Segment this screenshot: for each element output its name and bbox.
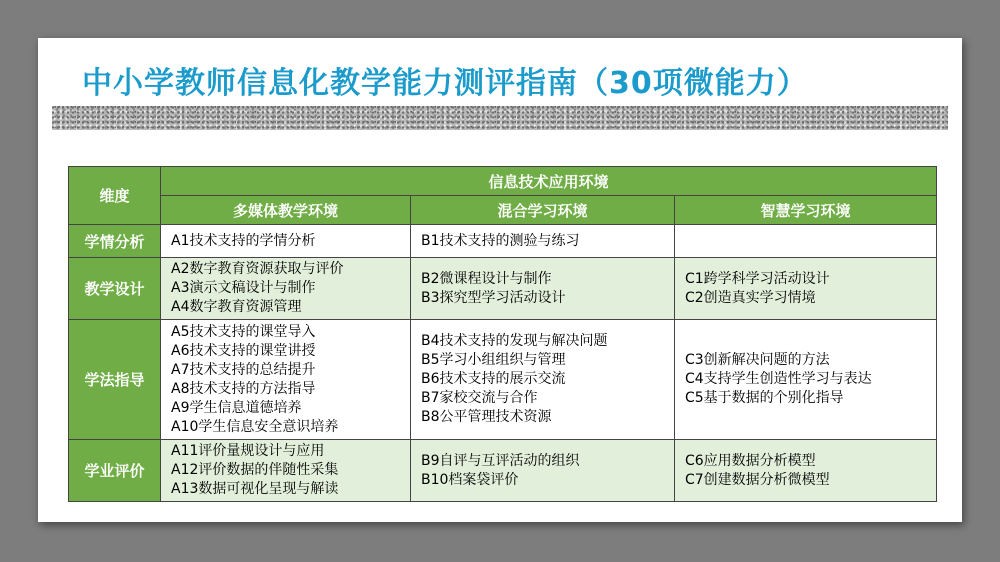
cell-multimedia xyxy=(161,258,411,320)
row-label: 学情分析 xyxy=(69,225,161,258)
competency-item: A12评价数据的伴随性采集 xyxy=(171,462,339,478)
cell-multimedia xyxy=(161,225,411,258)
row-label: 学业评价 xyxy=(69,440,161,502)
table-row xyxy=(69,440,937,502)
cell-smart xyxy=(675,440,937,502)
row-label: 学法指导 xyxy=(69,320,161,440)
competency-table xyxy=(68,166,937,502)
column-header-multimedia: 多媒体教学环境 xyxy=(161,196,411,225)
cell-smart xyxy=(675,225,937,258)
competency-item: A2数字教育资源获取与评价 xyxy=(171,261,344,277)
row-label: 教学设计 xyxy=(69,258,161,320)
competency-item: A13数据可视化呈现与解读 xyxy=(171,481,339,497)
dimension-header: 维度 xyxy=(69,167,161,225)
cell-hybrid xyxy=(411,440,675,502)
competency-item: C1跨学科学习活动设计 xyxy=(685,270,830,287)
competency-item: A5技术支持的课堂导入 xyxy=(171,323,316,340)
slide xyxy=(38,38,962,522)
competency-item: B1技术支持的测验与练习 xyxy=(421,232,580,249)
competency-item: A11评价量规设计与应用 xyxy=(171,443,325,459)
env-header: 信息技术应用环境 xyxy=(161,167,937,196)
table-row xyxy=(69,225,937,258)
competency-item: C7创建数据分析微模型 xyxy=(685,471,830,488)
column-header-smart: 智慧学习环境 xyxy=(675,196,937,225)
competency-item: C3创新解决问题的方法 xyxy=(685,352,830,368)
competency-item: A4数字教育资源管理 xyxy=(171,299,302,315)
competency-item: B5学习小组组织与管理 xyxy=(421,352,566,368)
competency-item: C2创造真实学习情境 xyxy=(685,289,816,306)
cell-hybrid xyxy=(411,225,675,258)
table-row xyxy=(69,320,937,440)
competency-item: B3探究型学习活动设计 xyxy=(421,289,566,306)
competency-item: A9学生信息道德培养 xyxy=(171,399,302,416)
cell-smart xyxy=(675,320,937,440)
cell-multimedia xyxy=(161,320,411,440)
competency-item: B10档案袋评价 xyxy=(421,471,519,488)
competency-item: A10学生信息安全意识培养 xyxy=(171,418,339,435)
competency-item: B8公平管理技术资源 xyxy=(421,409,552,425)
competency-item: B2微课程设计与制作 xyxy=(421,270,552,287)
slide-title: 中小学教师信息化教学能力测评指南（30项微能力） xyxy=(82,66,808,101)
competency-item: A1技术支持的学情分析 xyxy=(171,232,316,249)
competency-item: C6应用数据分析模型 xyxy=(685,452,816,469)
competency-item: C5基于数据的个别化指导 xyxy=(685,390,844,406)
decorative-texture-band xyxy=(52,106,948,130)
competency-item: B6技术支持的展示交流 xyxy=(421,371,566,387)
competency-item: A6技术支持的课堂讲授 xyxy=(171,342,316,359)
competency-item: C4支持学生创造性学习与表达 xyxy=(685,371,872,387)
competency-item: B4技术支持的发现与解决问题 xyxy=(421,333,608,349)
competency-item: B9自评与互评活动的组织 xyxy=(421,452,580,469)
cell-hybrid xyxy=(411,320,675,440)
competency-item: A7技术支持的总结提升 xyxy=(171,361,316,378)
cell-multimedia xyxy=(161,440,411,502)
column-header-hybrid: 混合学习环境 xyxy=(411,196,675,225)
competency-item: B7家校交流与合作 xyxy=(421,390,538,406)
table-row xyxy=(69,258,937,320)
competency-item: A3演示文稿设计与制作 xyxy=(171,280,316,296)
competency-item: A8技术支持的方法指导 xyxy=(171,380,316,397)
cell-smart xyxy=(675,258,937,320)
cell-hybrid xyxy=(411,258,675,320)
